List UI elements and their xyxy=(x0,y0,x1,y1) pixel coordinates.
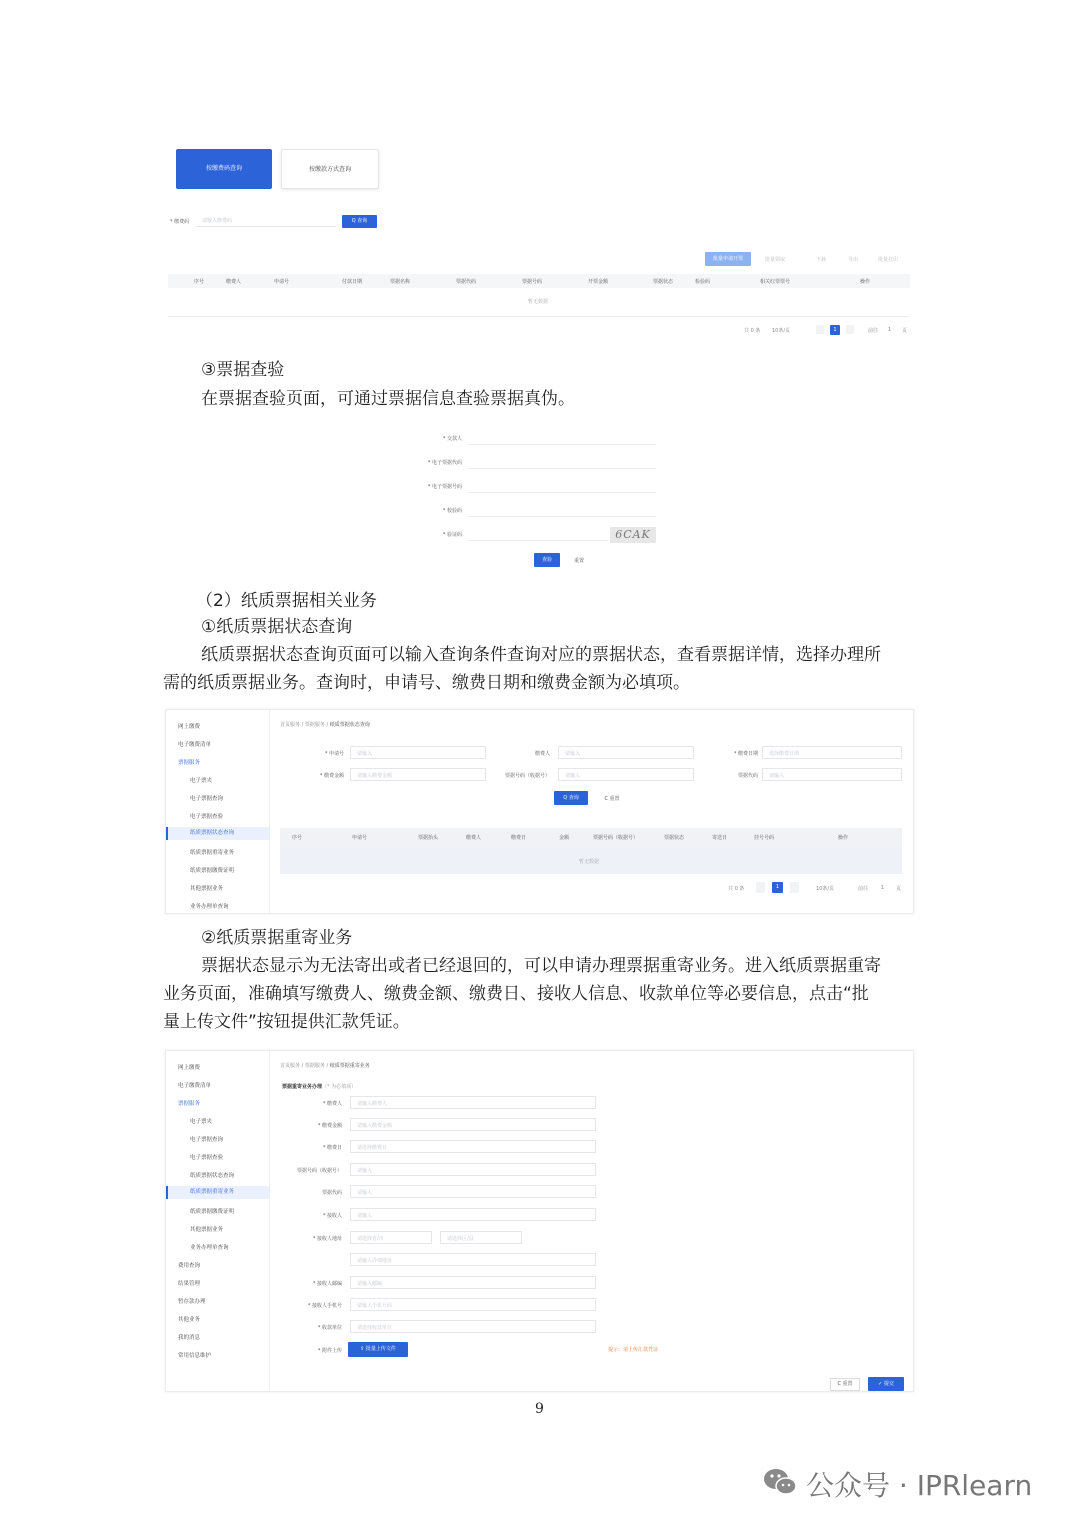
sidebar-item-invoice-service[interactable]: 票据服务 xyxy=(178,1101,201,1107)
code-input[interactable]: 请输入缴费码 xyxy=(196,214,336,227)
pager-unit: 页 xyxy=(902,328,908,334)
invoice-code-label: 票据代码 xyxy=(321,1190,342,1196)
sidebar-item-paper-resend[interactable]: 纸质票据重寄业务 xyxy=(190,850,235,856)
pay-date-label: * 缴费日期 xyxy=(733,751,758,757)
phone-label: * 接收人手机号 xyxy=(307,1303,342,1309)
col-apply-no: 申请号 xyxy=(274,279,290,285)
amount-label: * 缴费金额 xyxy=(317,1123,342,1129)
col-pay-day: 缴费日 xyxy=(511,835,527,841)
col-index: 序号 xyxy=(194,279,205,285)
pager-goto-input[interactable]: 1 xyxy=(888,327,892,333)
apply-no-input[interactable]: 请输入 xyxy=(350,746,486,759)
invoice-no-input[interactable] xyxy=(468,480,656,493)
amount-label: * 缴费金额 xyxy=(319,773,344,779)
screenshot-paper-resend xyxy=(165,1050,914,1392)
sidebar-item-bill-list[interactable]: 电子缴费清单 xyxy=(178,1083,212,1089)
reset-button[interactable]: C 重置 xyxy=(604,796,620,802)
amount-input[interactable]: 请输入缴费金额 xyxy=(350,1118,596,1131)
heading-paper-invoice: （2）纸质票据相关业务 xyxy=(196,591,377,611)
pager-current-page[interactable]: 1 xyxy=(772,882,783,893)
pager-goto: 前往 xyxy=(868,328,879,334)
breadcrumb: 首页服务 / 票据服务 / 纸质票据状态查询 xyxy=(280,722,370,728)
receipt-no-input[interactable]: 请输入 xyxy=(350,1163,596,1176)
receipt-no-label: 票据号码（收据号） xyxy=(504,773,550,779)
download-button[interactable]: 下载 xyxy=(816,257,827,263)
sidebar-item-paper-resend[interactable]: 纸质票据重寄业务 xyxy=(166,1186,269,1199)
col-payer: 缴费人 xyxy=(226,279,242,285)
captcha-input[interactable] xyxy=(468,528,608,541)
para-paper-status-2: 需的纸质票据业务。查询时，申请号、缴费日期和缴费金额为必填项。 xyxy=(163,673,690,693)
reset-button[interactable]: C 重置 xyxy=(830,1378,860,1391)
sidebar-item-paper-proof[interactable]: 纸质票据缴费证明 xyxy=(190,1209,235,1215)
receiver-address-label: * 接收人地址 xyxy=(312,1236,342,1242)
tab-query-by-method[interactable]: 按缴款方式查询 xyxy=(281,149,379,189)
pay-day-input[interactable]: 请选择缴费日 xyxy=(350,1140,596,1153)
col-amount: 开票金额 xyxy=(588,279,609,285)
sidebar-item-paper-status[interactable]: 纸质票据状态查询 xyxy=(166,827,269,840)
query-button[interactable]: Q 查询 xyxy=(554,791,588,805)
payer-input[interactable]: 请输入 xyxy=(558,746,694,759)
code-field-label: * 缴费码 xyxy=(170,219,190,225)
sidebar-item-other-invoice[interactable]: 其他票据业务 xyxy=(190,886,224,892)
sidebar xyxy=(166,1051,270,1391)
col-apply-no: 申请号 xyxy=(352,835,368,841)
screenshot-paper-status xyxy=(165,709,914,914)
col-status: 票据状态 xyxy=(664,835,685,841)
address-district-select[interactable]: 请选择区/县 xyxy=(440,1231,522,1244)
sidebar-item-e-query[interactable]: 电子票据查询 xyxy=(190,1137,224,1143)
pager-next[interactable] xyxy=(790,882,799,893)
payee-label: * 收款单位 xyxy=(317,1325,342,1331)
sidebar-item-fee-query[interactable]: 费用查询 xyxy=(178,1263,201,1269)
pager-total: 共 0 条 xyxy=(744,328,761,334)
col-index: 序号 xyxy=(292,835,303,841)
col-invoice-code: 票据代码 xyxy=(456,279,477,285)
col-pay-date: 付款日期 xyxy=(342,279,363,285)
payee-select[interactable]: 请选择收款单位 xyxy=(350,1320,596,1333)
page-number: 9 xyxy=(535,1401,544,1417)
screenshot-query-by-code xyxy=(160,140,920,340)
sidebar-item-other-invoice[interactable]: 其他票据业务 xyxy=(190,1227,224,1233)
col-status: 票据状态 xyxy=(653,279,674,285)
screenshot-check-form xyxy=(410,425,670,575)
reset-button[interactable]: 重置 xyxy=(573,558,584,564)
pager-goto-input[interactable]: 1 xyxy=(881,885,885,891)
payer-label: * 交款人 xyxy=(442,436,462,442)
batch-receive-button[interactable]: 批量领取 xyxy=(765,257,786,263)
check-code-label: * 校验码 xyxy=(442,508,462,514)
batch-print-button[interactable]: 批量打印 xyxy=(878,257,899,263)
zipcode-input[interactable]: 请输入邮编 xyxy=(350,1276,596,1289)
invoice-code-input[interactable]: 请输入 xyxy=(762,768,902,781)
receipt-no-label: 票据号码（收据号） xyxy=(296,1168,342,1174)
payer-label: 缴费人 xyxy=(534,751,550,757)
pager-unit: 页 xyxy=(896,886,902,892)
pager-prev[interactable] xyxy=(756,882,765,893)
phone-input[interactable]: 请输入手机号码 xyxy=(350,1298,596,1311)
zipcode-label: * 接收人邮编 xyxy=(312,1281,342,1287)
receiver-input[interactable]: 请输入 xyxy=(350,1208,596,1221)
check-code-input[interactable] xyxy=(468,504,656,517)
invoice-code-input[interactable]: 请输入 xyxy=(350,1185,596,1198)
col-invoice-no: 票据号码 xyxy=(522,279,543,285)
search-button[interactable]: Q 查询 xyxy=(342,215,377,228)
upload-icon: ⇪ xyxy=(360,1346,366,1352)
receiver-label: * 接收人 xyxy=(322,1213,342,1219)
sidebar-item-result-manage[interactable]: 结果管理 xyxy=(178,1281,201,1287)
table-header xyxy=(280,828,902,848)
invoice-code-label: 票据代码 xyxy=(737,773,758,779)
check-button[interactable]: 查验 xyxy=(534,553,560,567)
sidebar-item-info-maintain[interactable]: 常用信息维护 xyxy=(178,1353,212,1359)
upload-tip: 提示：请上传汇款凭证 xyxy=(608,1347,659,1353)
wechat-icon xyxy=(762,1466,798,1498)
watermark-text: 公众号 · IPRlearn xyxy=(806,1469,1033,1502)
empty-text: 暂无数据 xyxy=(579,859,600,865)
heading-paper-status: ①纸质票据状态查询 xyxy=(201,617,353,637)
sidebar-item-online-pay[interactable]: 网上缴费 xyxy=(178,724,201,730)
sidebar-item-order-query[interactable]: 业务办理单查询 xyxy=(190,1245,229,1251)
col-red-invoice: 相关红票票号 xyxy=(760,279,791,285)
section-title: 票据重寄业务办理（* 为必填项） xyxy=(282,1084,357,1090)
para-invoice-check: 在票据查验页面，可通过票据信息查验票据真伪。 xyxy=(201,389,575,409)
col-title: 票据抬头 xyxy=(418,835,439,841)
col-invoice-name: 票据名称 xyxy=(390,279,411,285)
export-button[interactable]: 导出 xyxy=(848,257,859,263)
sidebar-item-online-pay[interactable]: 网上缴费 xyxy=(178,1065,201,1071)
para-paper-status-1: 纸质票据状态查询页面可以输入查询条件查询对应的票据状态，查看票据详情，选择办理所 xyxy=(201,645,881,665)
empty-text: 暂无数据 xyxy=(528,299,549,305)
para-paper-resend-2: 业务页面，准确填写缴费人、缴费金额、缴费日、接收人信息、收款单位等必要信息，点击“批 xyxy=(163,984,869,1004)
batch-invoice-button[interactable]: 批量申请开票 xyxy=(705,252,751,266)
col-register-no: 挂号号码 xyxy=(754,835,775,841)
sidebar-item-e-check[interactable]: 电子票据查验 xyxy=(190,814,224,820)
sidebar-item-paper-status[interactable]: 纸质票据状态查询 xyxy=(190,1173,235,1179)
batch-upload-button[interactable]: ⇪ 批量上传文件 xyxy=(348,1342,408,1357)
col-action: 操作 xyxy=(860,279,871,285)
sidebar-item-paper-proof[interactable]: 纸质票据缴费证明 xyxy=(190,868,235,874)
pager-size-select[interactable]: 10条/页 xyxy=(772,328,791,334)
invoice-code-label: * 电子票据代码 xyxy=(427,460,462,466)
tab-query-by-code[interactable]: 按缴费码查询 xyxy=(176,149,272,189)
sidebar-item-other-business[interactable]: 其他业务 xyxy=(178,1317,201,1323)
col-check-code: 检验码 xyxy=(695,279,711,285)
sidebar-item-e-folder[interactable]: 电子票夹 xyxy=(190,778,213,784)
sidebar-item-bill-list[interactable]: 电子缴费清单 xyxy=(178,742,212,748)
pager-total: 共 0 条 xyxy=(728,886,745,892)
pay-day-label: * 缴费日 xyxy=(322,1145,342,1151)
apply-no-label: * 申请号 xyxy=(324,751,344,757)
col-receipt-no: 票据号码（收据号） xyxy=(593,835,639,841)
payer-input[interactable]: 请输入缴费人 xyxy=(350,1096,596,1109)
table-divider xyxy=(168,316,910,317)
heading-invoice-check: ③票据查验 xyxy=(201,360,285,380)
attachment-label: * 附件上传 xyxy=(317,1348,342,1354)
col-send-date: 寄送日 xyxy=(712,835,728,841)
submit-button[interactable]: ✓ 提交 xyxy=(868,1377,904,1391)
captcha-label: * 验证码 xyxy=(442,532,462,538)
receipt-no-input[interactable]: 请输入 xyxy=(558,768,694,781)
col-amount: 金额 xyxy=(559,835,570,841)
sidebar-item-invoice-service[interactable]: 票据服务 xyxy=(178,760,201,766)
sidebar xyxy=(166,710,270,913)
col-payer: 缴费人 xyxy=(466,835,482,841)
invoice-no-label: * 电子票据号码 xyxy=(427,484,462,490)
pager-next[interactable] xyxy=(846,325,854,334)
pager-prev[interactable] xyxy=(816,325,824,334)
address-detail-input[interactable]: 请输入详细地址 xyxy=(350,1253,596,1266)
heading-paper-resend: ②纸质票据重寄业务 xyxy=(201,928,353,948)
pager-size-select[interactable]: 10条/页 xyxy=(816,886,835,892)
breadcrumb: 首页服务 / 票据服务 / 纸质票据重寄业务 xyxy=(280,1063,370,1069)
amount-input[interactable]: 请输入缴费金额 xyxy=(350,768,486,781)
sidebar-item-e-folder[interactable]: 电子票夹 xyxy=(190,1119,213,1125)
sidebar-item-e-check[interactable]: 电子票据查验 xyxy=(190,1155,224,1161)
para-paper-resend-3: 量上传文件”按钮提供汇款凭证。 xyxy=(163,1012,410,1032)
pay-date-input[interactable]: 选择缴费日期 xyxy=(762,746,902,759)
address-province-select[interactable]: 请选择省/市 xyxy=(350,1231,432,1244)
invoice-code-input[interactable] xyxy=(468,456,656,469)
pager-goto: 前往 xyxy=(858,886,869,892)
col-action: 操作 xyxy=(838,835,849,841)
sidebar-item-messages[interactable]: 我的消息 xyxy=(178,1335,201,1341)
sidebar-item-e-query[interactable]: 电子票据查询 xyxy=(190,796,224,802)
para-paper-resend-1: 票据状态显示为无法寄出或者已经退回的，可以申请办理票据重寄业务。进入纸质票据重寄 xyxy=(201,956,881,976)
payer-input[interactable] xyxy=(468,432,656,445)
captcha-image[interactable]: 6CAK xyxy=(610,527,656,543)
payer-label: * 缴费人 xyxy=(322,1101,342,1107)
pager-current-page[interactable]: 1 xyxy=(830,325,840,335)
sidebar-item-temp-deposit[interactable]: 暂存款办理 xyxy=(178,1299,206,1305)
sidebar-item-order-query[interactable]: 业务办理单查询 xyxy=(190,904,229,910)
